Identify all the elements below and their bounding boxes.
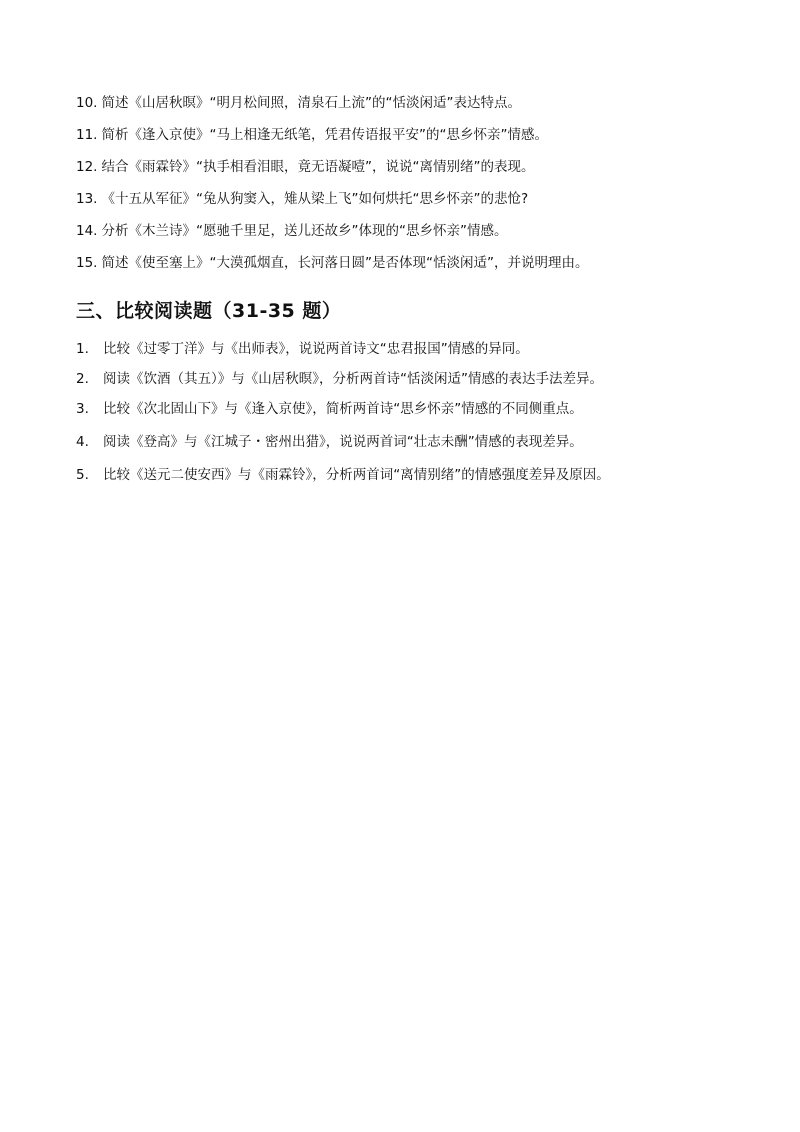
- comparison-text: 比较《过零丁洋》与《出师表》，说说两首诗文“忠君报国”情感的异同。: [103, 341, 529, 357]
- section-heading: 三、比较阅读题（31-35 题）: [76, 300, 342, 322]
- comparison-item: [76, 366, 610, 396]
- comparison-number: 3.: [76, 401, 89, 417]
- question-list: [76, 90, 588, 282]
- comparison-number: 5.: [76, 467, 89, 483]
- question-item: [76, 90, 588, 122]
- question-number: 12.: [76, 159, 98, 175]
- question-number: 11.: [76, 127, 98, 143]
- comparison-item: [76, 336, 610, 366]
- comparison-item: [76, 429, 610, 459]
- question-item: [76, 218, 588, 250]
- question-number: 15.: [76, 255, 98, 271]
- question-item: [76, 122, 588, 154]
- comparison-number: 2.: [76, 371, 89, 387]
- comparison-item: [76, 462, 610, 492]
- comparison-text: 比较《送元二使安西》与《雨霖铃》，分析两首词“离情别绪”的情感强度差异及原因。: [103, 467, 610, 483]
- comparison-text: 阅读《饮酒（其五）》与《山居秋暝》，分析两首诗“恬淡闲适”情感的表达手法差异。: [103, 371, 603, 387]
- question-number: 10.: [76, 95, 98, 111]
- question-text: 结合《雨霖铃》“执手相看泪眼，竟无语凝噎”，说说“离情别绪”的表现。: [101, 159, 535, 175]
- question-item: [76, 186, 588, 218]
- question-number: 13.: [76, 191, 98, 207]
- question-number: 14.: [76, 223, 98, 239]
- question-item: [76, 154, 588, 186]
- question-text: 简述《使至塞上》“大漠孤烟直，长河落日圆”是否体现“恬淡闲适”，并说明理由。: [101, 255, 589, 271]
- comparison-text: 阅读《登高》与《江城子・密州出猎》，说说两首词“壮志未酬”情感的表现差异。: [103, 434, 583, 450]
- comparison-number: 4.: [76, 434, 89, 450]
- comparison-text: 比较《次北固山下》与《逢入京使》，简析两首诗“思乡怀亲”情感的不同侧重点。: [103, 401, 583, 417]
- comparison-item: [76, 396, 610, 426]
- comparison-number: 1.: [76, 341, 89, 357]
- question-text: 简析《逢入京使》“马上相逢无纸笔，凭君传语报平安”的“思乡怀亲”情感。: [101, 127, 548, 143]
- question-text: 分析《木兰诗》“愿驰千里足，送儿还故乡”体现的“思乡怀亲”情感。: [101, 223, 508, 239]
- question-item: [76, 250, 588, 282]
- question-text: 简述《山居秋暝》“明月松间照，清泉石上流”的“恬淡闲适”表达特点。: [101, 95, 521, 111]
- question-text: 《十五从军征》“兔从狗窦入，雉从梁上飞”如何烘托“思乡怀亲”的悲怆?: [101, 191, 529, 207]
- comparison-question-list: [76, 336, 610, 492]
